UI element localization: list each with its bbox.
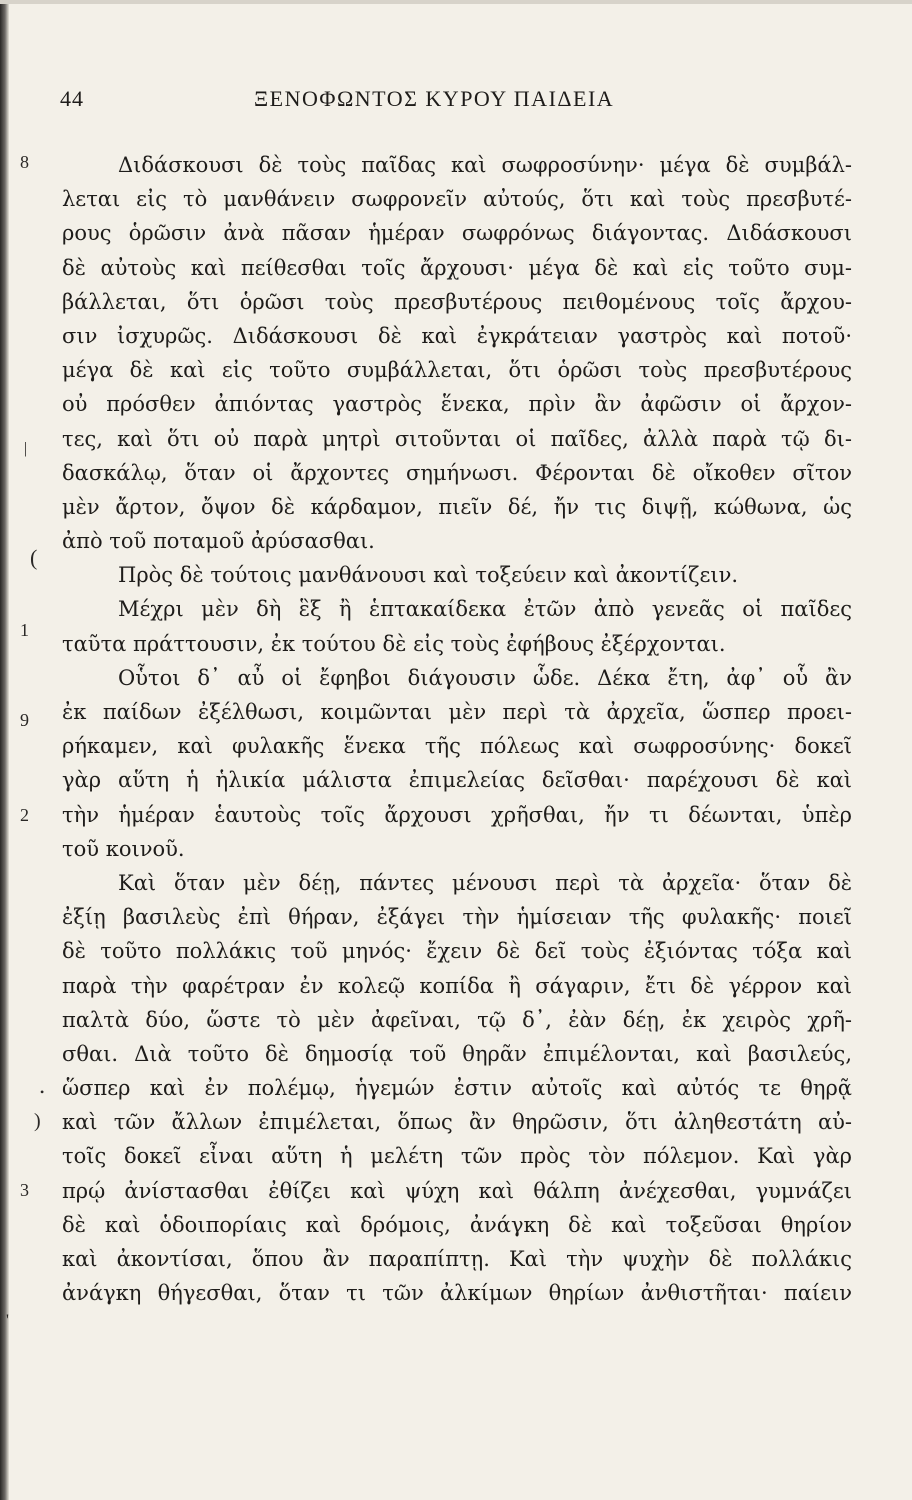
text-line: σιν ἰσχυρῶς. Διδάσκουσι δὲ καὶ ἐγκράτειαν γαστρὸς καὶ ποτοῦ·: [62, 323, 852, 348]
running-title: ΞΕΝΟΦΩΝΤΟΣ ΚΥΡΟΥ ΠΑΙΔΕΙΑ: [254, 86, 615, 111]
section-number-8: 8: [20, 152, 29, 172]
text-line: τες, καὶ ὅτι οὐ παρὰ μητρὶ σιτοῦνται οἱ παῖδες, ἀλλὰ παρὰ τῷ δι-: [62, 426, 852, 451]
text-line: Πρὸς δὲ τούτοις μανθάνουσι καὶ τοξεύειν καὶ ἀκοντίζειν.: [118, 563, 739, 588]
margin-dot-mark: •: [40, 1085, 45, 1099]
text-line: πρῴ ἀνίστασθαι ἐθίζει καὶ ψύχη καὶ θάλπη ἀνέχεσθαι, γυμνάζει: [62, 1178, 852, 1203]
text-line: λεται εἰς τὸ μανθάνειν σωφρονεῖν αὐτούς, ὅτι καὶ τοὺς πρεσβυτέ-: [62, 187, 852, 212]
text-line: δασκάλῳ, ὅταν οἱ ἄρχοντες σημήνωσι. Φέρονται δὲ οἴκοθεν σῖτον: [62, 460, 852, 485]
text-line: γὰρ αὕτη ἡ ἡλικία μάλιστα ἐπιμελείας δεῖσθαι· παρέχουσι δὲ καὶ: [62, 768, 852, 793]
text-line: ρους ὁρῶσιν ἀνὰ πᾶσαν ἡμέραν σωφρόνως διάγοντας. Διδάσκουσι: [62, 221, 852, 246]
text-line: δὲ τοῦτο πολλάκις τοῦ μηνός· ἔχειν δὲ δεῖ τοὺς ἐξιόντας τόξα καὶ: [62, 939, 852, 964]
text-line: Οὗτοι δ᾽ αὖ οἱ ἔφηβοι διάγουσιν ὧδε. Δέκα ἔτη, ἀφ᾽ οὗ ἂν: [118, 665, 852, 690]
text-line: καὶ τῶν ἄλλων ἐπιμέλεται, ὅπως ἂν θηρῶσιν, ὅτι ἀληθεστάτη αὐ-: [62, 1110, 852, 1135]
text-line: τὴν ἡμέραν ἑαυτοὺς τοῖς ἄρχουσι χρῆσθαι, ἤν τι δέωνται, ὑπὲρ: [62, 802, 852, 827]
text-line: ἀπὸ τοῦ ποταμοῦ ἀρύσασθαι.: [62, 529, 375, 554]
page-top-edge: [0, 0, 912, 4]
text-line: σθαι. Διὰ τοῦτο δὲ δημοσίᾳ τοῦ θηρᾶν ἐπιμέλονται, καὶ βασιλεύς,: [62, 1041, 852, 1066]
text-line: παρὰ τὴν φαρέτραν ἐν κολεῷ κοπίδα ἢ σάγαριν, ἔτι δὲ γέρρον καὶ: [62, 973, 852, 998]
text-line: ἀνάγκη θήγεσθαι, ὅταν τι τῶν ἀλκίμων θηρίων ἀνθιστῆται· παίειν: [62, 1281, 852, 1306]
text-line: δὲ καὶ ὁδοιπορίαις καὶ δρόμοις, ἀνάγκη δὲ καὶ τοξεῦσαι θηρίον: [62, 1212, 852, 1237]
margin-tick-mark: |: [24, 440, 28, 457]
page-number: 44: [60, 86, 84, 111]
text-line: Καὶ ὅταν μὲν δέῃ, πάντες μένουσι περὶ τὰ ἀρχεῖα· ὅταν δὲ: [118, 870, 852, 895]
text-line: Διδάσκουσι δὲ τοὺς παῖδας καὶ σωφροσύνην· μέγα δὲ συμβάλ-: [118, 153, 852, 177]
text-line: ρήκαμεν, καὶ φυλακῆς ἕνεκα τῆς πόλεως καὶ σωφροσύνης· δοκεῖ: [62, 734, 852, 759]
chapter-number-1: 1: [20, 620, 29, 640]
margin-parenthesis: ): [34, 1110, 41, 1132]
text-line: τοῖς δοκεῖ εἶναι αὕτη ἡ μελέτη τῶν πρὸς τὸν πόλεμον. Καὶ γὰρ: [62, 1144, 852, 1169]
page-edge-shadow: [0, 0, 9, 1500]
text-line: παλτὰ δύο, ὥστε τὸ μὲν ἀφεῖναι, τῷ δ᾽, ἐὰν δέῃ, ἐκ χειρὸς χρῆ-: [62, 1007, 852, 1032]
margin-edge-mark: ': [6, 1312, 9, 1329]
text-line: βάλλεται, ὅτι ὁρῶσι τοὺς πρεσβυτέρους πειθομένους τοῖς ἄρχου-: [62, 289, 852, 314]
text-line: μὲν ἄρτον, ὄψον δὲ κάρδαμον, πιεῖν δέ, ἤν τις διψῇ, κώθωνα, ὡς: [62, 494, 852, 519]
text-line: τοῦ κοινοῦ.: [62, 836, 185, 861]
page-header: [60, 86, 860, 126]
chapter-number-3: 3: [20, 1180, 29, 1200]
text-line: μέγα δὲ καὶ εἰς τοῦτο συμβάλλεται, ὅτι ὁρῶσι τοὺς πρεσβυτέρους: [62, 358, 852, 383]
section-number-9: 9: [20, 710, 29, 730]
text-line: καὶ ἀκοντίσαι, ὅπου ἂν παραπίπτῃ. Καὶ τὴν ψυχὴν δὲ πολλάκις: [62, 1247, 852, 1271]
text-line: οὐ πρόσθεν ἀπιόντας γαστρὸς ἕνεκα, πρὶν ἂν ἀφῶσιν οἱ ἄρχον-: [62, 392, 852, 417]
text-line: ὥσπερ καὶ ἐν πολέμῳ, ἡγεμών ἐστιν αὐτοῖς καὶ αὐτός τε θηρᾷ: [62, 1076, 852, 1101]
body-text: [62, 148, 852, 1310]
text-line: Μέχρι μὲν δὴ ἓξ ἢ ἑπτακαίδεκα ἐτῶν ἀπὸ γενεᾶς οἱ παῖδες: [118, 597, 852, 622]
margin-bracket-mark: (: [30, 545, 38, 570]
text-line: ἐξίῃ βασιλεὺς ἐπὶ θήραν, ἐξάγει τὴν ἡμίσειαν τῆς φυλακῆς· ποιεῖ: [62, 905, 852, 930]
text-line: δὲ αὐτοὺς καὶ πείθεσθαι τοῖς ἄρχουσι· μέγα δὲ καὶ εἰς τοῦτο συμ-: [62, 255, 852, 280]
text-line: ταῦτα πράττουσιν, ἐκ τούτου δὲ εἰς τοὺς ἐφήβους ἐξέρχονται.: [62, 631, 726, 656]
text-line: ἐκ παίδων ἐξέλθωσι, κοιμῶνται μὲν περὶ τὰ ἀρχεῖα, ὥσπερ προει-: [62, 700, 852, 724]
chapter-number-2: 2: [20, 805, 29, 825]
